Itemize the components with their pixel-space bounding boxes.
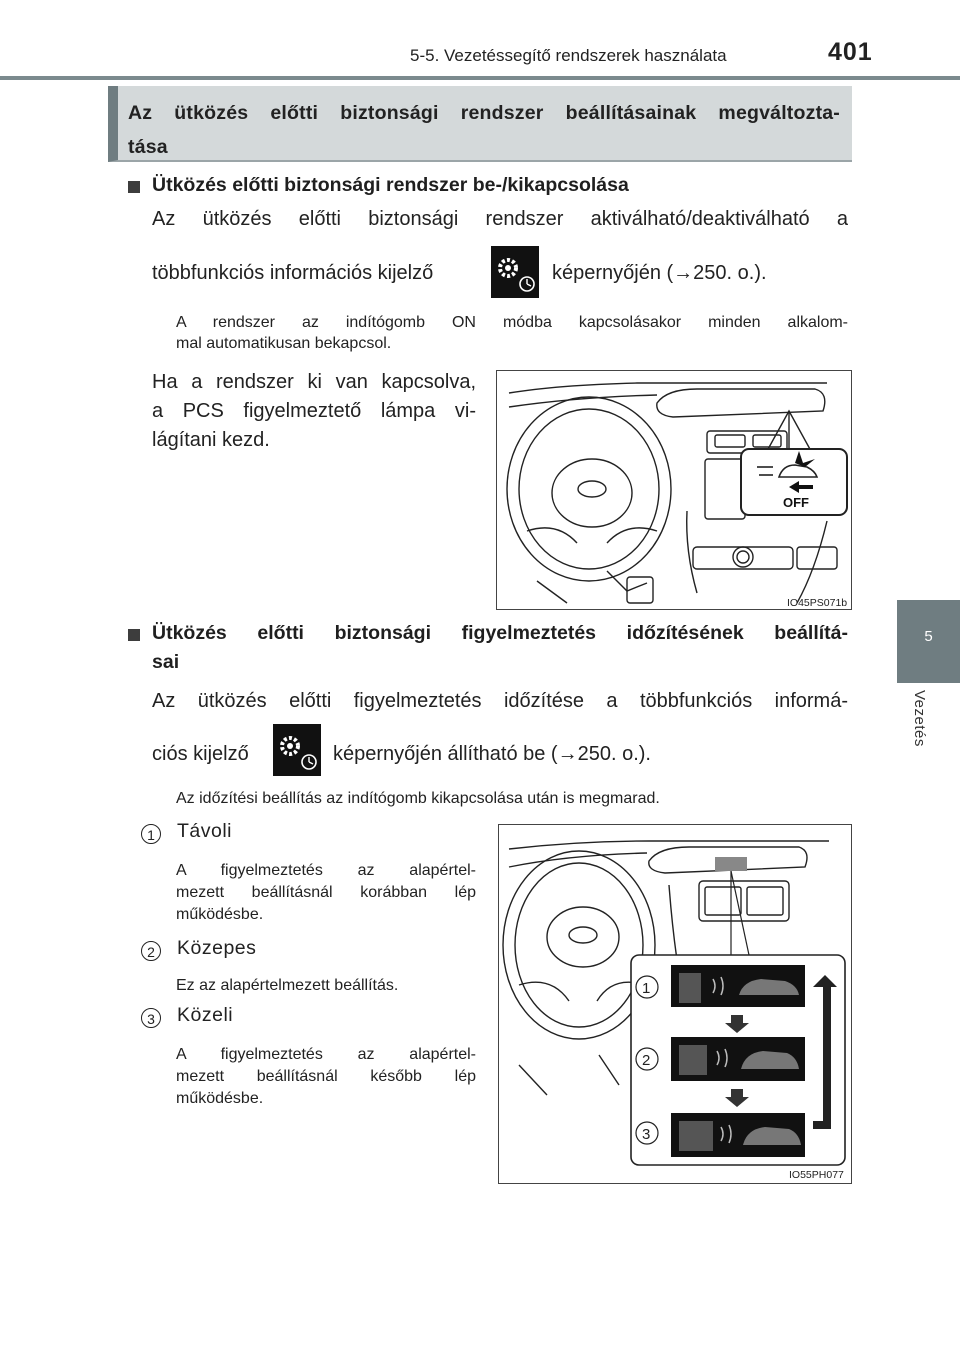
item1-desc-line2: mezett beállításnál korábban lép — [176, 884, 476, 901]
onoff-body-line1: Az ütközés előtti biztonsági rendszer aktiválható/deaktiválható a — [152, 208, 848, 230]
chapter-tab-label: Vezetés — [911, 690, 928, 747]
item-number-1: 1 — [141, 824, 161, 844]
svg-text:3: 3 — [642, 1126, 651, 1143]
section-title: Az ütközés előtti biztonsági rendszer beállításainak megváltozta- tása — [128, 102, 840, 158]
timing-body-line2b: képernyőjén állítható be (→250. o.). — [333, 743, 651, 765]
item-title-tavoli: Távoli — [177, 820, 233, 842]
running-header-title: 5-5. Vezetéssegítő rendszerek használata — [410, 46, 727, 65]
onoff-body-line2b: képernyőjén (→250. o.). — [552, 262, 767, 284]
timing-heading-line2: sai — [152, 651, 180, 673]
bullet-square-icon — [128, 181, 140, 193]
svg-text:1: 1 — [642, 980, 651, 997]
timing-heading-line1: Ütközés előtti biztonsági figyelmeztetés időzítésének beállítá- — [152, 622, 848, 644]
item-title-kozeli: Közeli — [177, 1004, 234, 1026]
settings-gear-icon — [273, 724, 321, 776]
onoff-heading: Ütközés előtti biztonsági rendszer be-/kikapcsolása — [152, 174, 629, 196]
pcs-warning-line1: Ha a rendszer ki van kapcsolva, — [152, 371, 476, 393]
timing-body-line1: Az ütközés előtti figyelmeztetés időzítése a többfunkciós informá- — [152, 690, 848, 712]
chapter-tab-number: 5 — [924, 628, 933, 645]
svg-text:2: 2 — [642, 1052, 651, 1069]
header-rule — [0, 76, 960, 80]
page-number: 401 — [828, 38, 873, 66]
onoff-note-line2: mal automatikusan bekapcsol. — [176, 335, 392, 352]
timing-note: Az időzítési beállítás az indítógomb kikapcsolása után is megmarad. — [176, 790, 660, 807]
item2-desc-line1: Ez az alapértelmezett beállítás. — [176, 977, 399, 994]
figure-code: IO45PS071b — [787, 597, 848, 609]
item3-desc-line2: mezett beállításnál később lép — [176, 1068, 476, 1085]
settings-gear-icon — [491, 246, 539, 298]
item1-desc-line1: A figyelmeztetés az alapértel- — [176, 862, 476, 879]
dashboard-figure-pcs-off — [496, 370, 852, 610]
dashboard-figure-warning-timing — [498, 824, 852, 1184]
item-number-2: 2 — [141, 941, 161, 961]
bullet-square-icon — [128, 629, 140, 641]
timing-body-line2a: ciós kijelző — [152, 743, 249, 765]
item3-desc-line1: A figyelmeztetés az alapértel- — [176, 1046, 476, 1063]
pcs-warning-line2: a PCS figyelmeztető lámpa vi- — [152, 400, 476, 422]
item1-desc-line3: működésbe. — [176, 906, 264, 923]
pcs-warning-line3: lágítani kezd. — [152, 429, 270, 451]
item-number-3: 3 — [141, 1008, 161, 1028]
item-title-kozepes: Közepes — [177, 937, 257, 959]
figure-code: IO55PH077 — [789, 1169, 844, 1181]
onoff-note-line1: A rendszer az indítógomb ON módba kapcsolásakor minden alkalom- — [176, 314, 848, 331]
onoff-body-line2a: többfunkciós információs kijelző — [152, 262, 434, 284]
svg-text:OFF: OFF — [783, 495, 809, 510]
item3-desc-line3: működésbe. — [176, 1090, 264, 1107]
